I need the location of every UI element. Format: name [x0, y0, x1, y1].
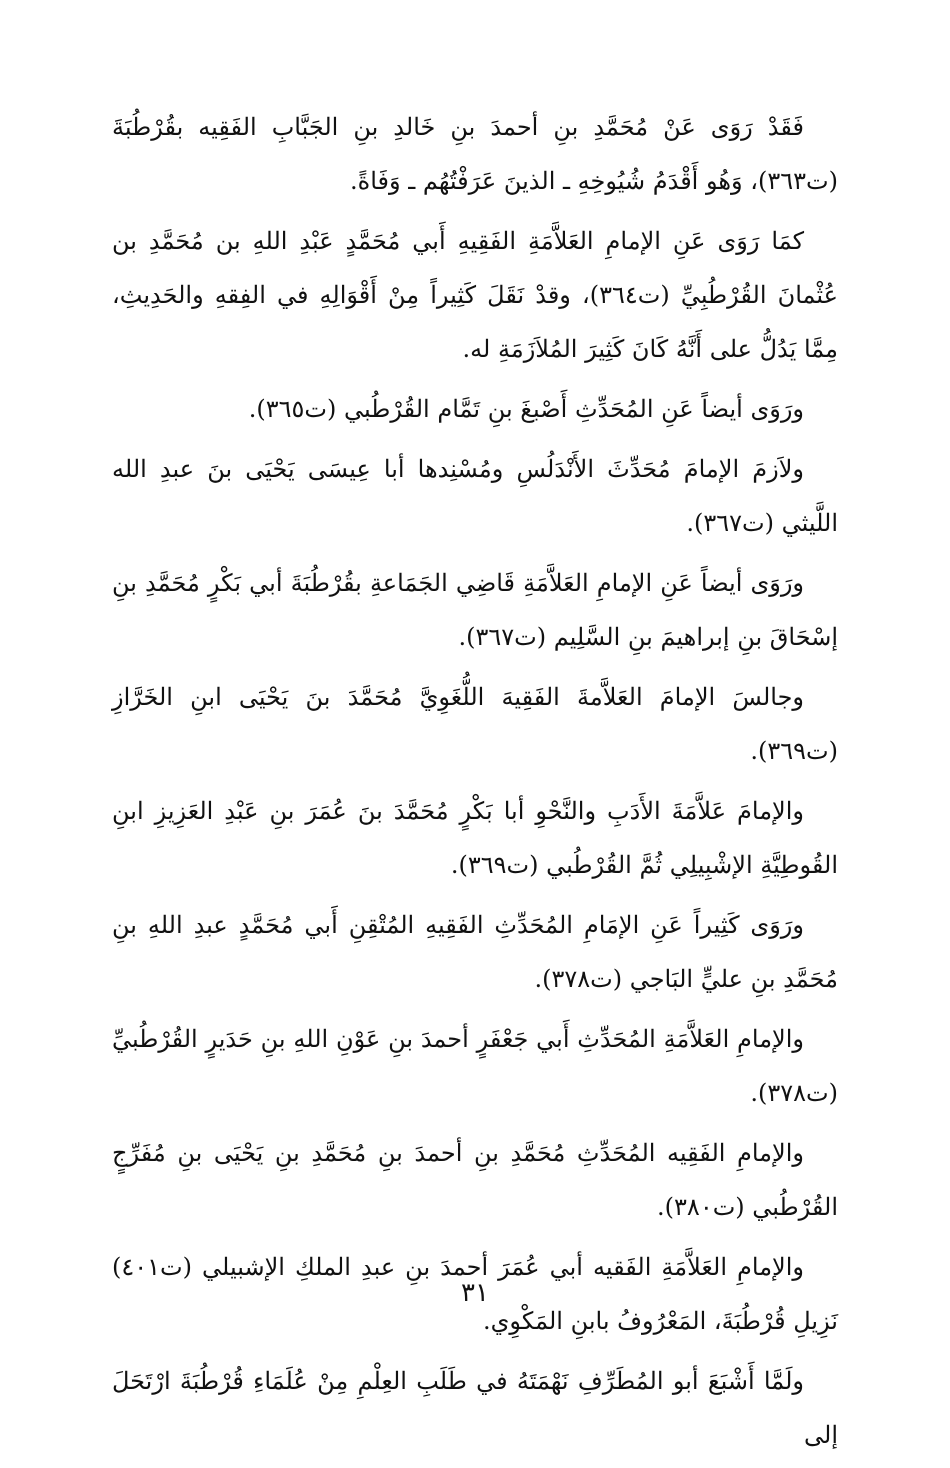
- paragraph-5: ورَوَى أيضاً عَنِ الإمامِ العَلاَّمَةِ قَاضِي الجَمَاعةِ بقُرْطُبَةَ أبي بَكْرٍ مُحَمَّدِ بنِ إسْحَاقَ بنِ إبراهيمَ بنِ السَّلِيم (ت٣٦٧).: [112, 569, 838, 651]
- paragraph-8: ورَوَى كَثِيراً عَنِ الإمَامِ المُحَدِّثِ الفَقِيهِ المُتْقِنِ أَبي مُحَمَّدٍ عبدِ اللهِ بنِ مُحَمَّدِ بنِ عليٍّ البَاجي (ت٣٧٨).: [112, 911, 838, 993]
- paragraph-7: والإمامَ عَلاَّمَةَ الأَدَبِ والنَّحْوِ أبا بَكْرٍ مُحَمَّدَ بنَ عُمَرَ بنِ عَبْدِ العَزِيزِ ابنِ القُوطِيَّةِ الإشْبِيلِي ثُمَّ القُرْطُبي (ت٣٦٩).: [112, 797, 838, 879]
- paragraph-1: فَقَدْ رَوَى عَنْ مُحَمَّدِ بنِ أحمدَ بنِ خَالدِ بنِ الجَبَّابِ الفَقِيه بقُرْطُبَةَ (ت٣٦٣)، وَهُو أَقْدَمُ شُيُوخِهِ ـ الذينَ عَرَفْتُهُم ـ وَفَاةً.: [112, 113, 838, 195]
- paragraph-10: والإمامِ الفَقِيه المُحَدِّثِ مُحَمَّدِ بنِ أحمدَ بنِ مُحَمَّدِ بنِ يَحْيَى بنِ مُفَرِّجٍ القُرْطُبي (ت٣٨٠).: [112, 1139, 838, 1221]
- paragraph-12: ولَمَّا أَشْبَعَ أبو المُطَرِّفِ نَهْمَتَهُ في طَلَبِ العِلْمِ مِنْ عُلَمَاءِ قُرْطُبَةَ ارْتَحَلَ إلى: [112, 1367, 838, 1449]
- paragraph-3: ورَوَى أيضاً عَنِ المُحَدِّثِ أَصْبغَ بنِ تَمَّام القُرْطُبي (ت٣٦٥).: [248, 395, 804, 423]
- page-number: ٣١: [461, 1278, 489, 1308]
- paragraph-11: والإمامِ العَلاَّمَةِ الفَقيه أبي عُمَرَ أحمدَ بنِ عبدِ الملكِ الإشبيلي (ت٤٠١) نَزِيلِ قُرْطُبَةَ، المَعْرُوفُ بابنِ المَكْوِي.: [112, 1253, 838, 1335]
- paragraph-4: ولاَزمَ الإمامَ مُحَدِّثَ الأَنْدَلُسِ ومُسْنِدها أبا عِيسَى يَحْيَى بنَ عبدِ الله اللَّيثي (ت٣٦٧).: [112, 455, 838, 537]
- paragraph-9: والإمامِ العَلاَّمَةِ المُحَدِّثِ أَبي جَعْفَرٍ أحمدَ بنِ عَوْنِ اللهِ بنِ حَدَيرٍ القُرْطُبيِّ (ت٣٧٨).: [112, 1025, 838, 1107]
- page-body: [112, 100, 838, 1468]
- paragraph-2: كمَا رَوَى عَنِ الإمامِ العَلاَّمَةِ الفَقِيهِ أَبي مُحَمَّدٍ عَبْدِ اللهِ بن مُحَمَّدِ بن عُثْمانَ القُرْطُبِيِّ (ت٣٦٤)، وقدْ نَقَلَ كَثِيراً مِنْ أَقْوَالِهِ في الفِقهِ والحَدِيثِ، مِمَّا يَدُلُّ على أَنَّهُ كَانَ كَثِيرَ المُلاَزَمَةِ له.: [112, 227, 838, 363]
- paragraph-6: وجالسَ الإمامَ العَلاَّمةَ الفَقِيهَ اللُّغَوِيَّ مُحَمَّدَ بنَ يَحْيَى ابنِ الخَرَّازِ (ت٣٦٩).: [112, 683, 838, 765]
